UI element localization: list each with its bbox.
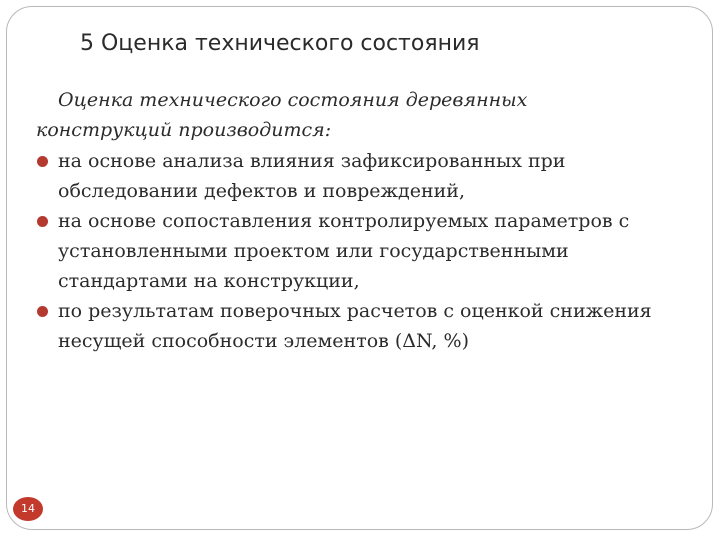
bullet-icon <box>37 156 48 167</box>
list-item <box>36 206 676 296</box>
list-item-text: на основе сопоставления контролируемых параметров с установленными проектом или государственными стандартами на конструкции, <box>58 210 630 292</box>
bullet-icon <box>37 216 48 227</box>
intro-line-2: конструкций производится: <box>36 119 332 141</box>
intro-line-1: Оценка технического состояния деревянных <box>58 89 528 111</box>
list-item <box>36 296 676 356</box>
list-item-text: по результатам поверочных расчетов с оценкой снижения несущей способности элементов (ΔN, %) <box>58 300 652 352</box>
slide-content <box>36 85 676 356</box>
bullet-icon <box>37 306 48 317</box>
page-number-badge: 14 <box>13 497 43 521</box>
intro-text <box>36 85 676 145</box>
list-item <box>36 146 676 206</box>
bullet-list <box>36 146 676 356</box>
slide-title: 5 Оценка технического состояния <box>80 31 480 56</box>
list-item-text: на основе анализа влияния зафиксированных при обследовании дефектов и повреждений, <box>58 150 566 202</box>
